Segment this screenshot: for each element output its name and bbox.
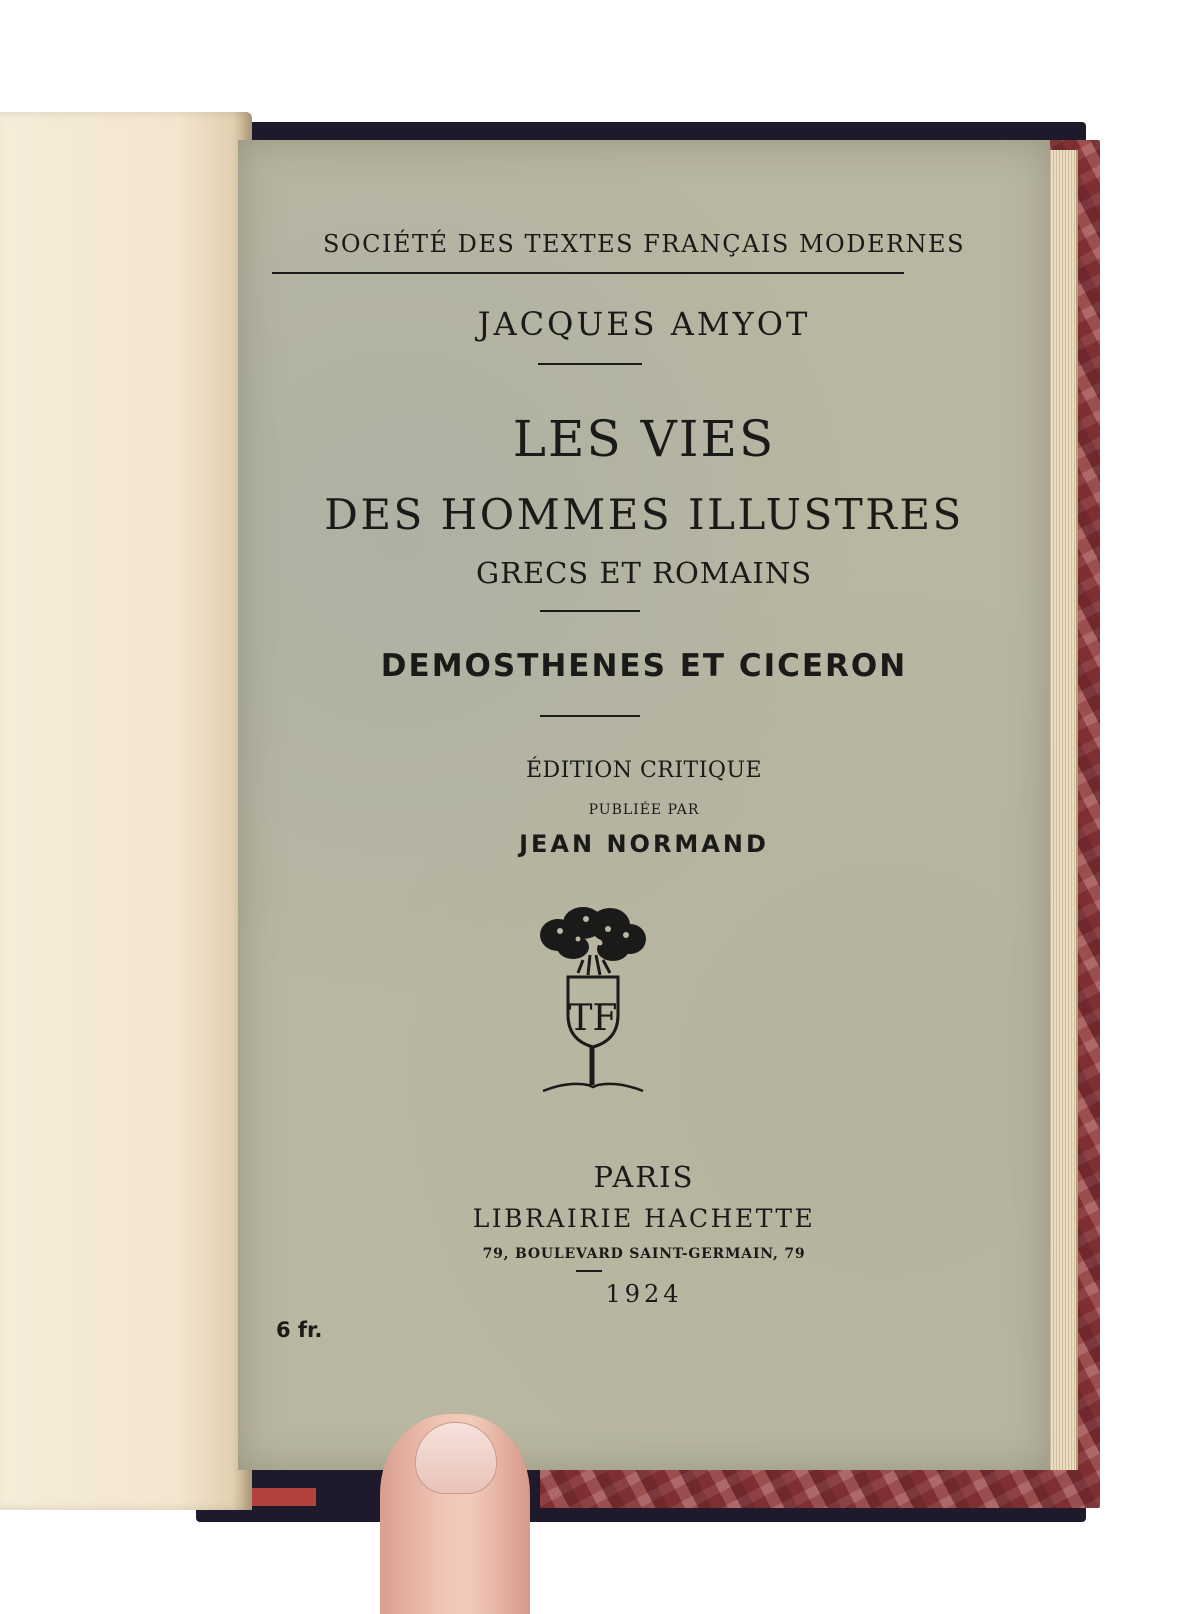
tree-emblem-icon [538, 905, 648, 1105]
page-edges [1048, 150, 1078, 1470]
society-name: SOCIÉTÉ DES TEXTES FRANÇAIS MODERNES [322, 230, 966, 258]
author-name: JACQUES AMYOT [477, 305, 811, 343]
book-title-line2: DES HOMMES ILLUSTRES [324, 490, 964, 539]
society-rule [272, 272, 904, 274]
book-subject: DEMOSTHENES ET CICERON [380, 648, 908, 684]
fingernail [415, 1422, 497, 1494]
divider-rule [576, 1270, 602, 1272]
divider-rule [538, 363, 642, 365]
publisher-address: 79, BOULEVARD SAINT-GERMAIN, 79 [482, 1246, 806, 1262]
edition-label: ÉDITION CRITIQUE [525, 758, 763, 783]
divider-rule [540, 715, 640, 717]
holding-finger [380, 1414, 530, 1614]
book-title-line1: LES VIES [512, 410, 776, 468]
title-page [238, 140, 1050, 1470]
divider-rule [540, 610, 640, 612]
publication-year: 1924 [605, 1280, 683, 1308]
publication-city: PARIS [593, 1160, 695, 1194]
book-title-line3: GRECS ET ROMAINS [475, 556, 813, 590]
bookmark-ribbon [252, 1488, 316, 1506]
publisher-name: LIBRAIRIE HACHETTE [472, 1204, 816, 1233]
price-label: 6 fr. [276, 1318, 323, 1342]
svg-text:TF: TF [568, 998, 618, 1039]
published-by-label: PUBLIÉE PAR [588, 802, 700, 818]
editor-name: JEAN NORMAND [519, 830, 769, 858]
left-blank-page [0, 112, 252, 1510]
